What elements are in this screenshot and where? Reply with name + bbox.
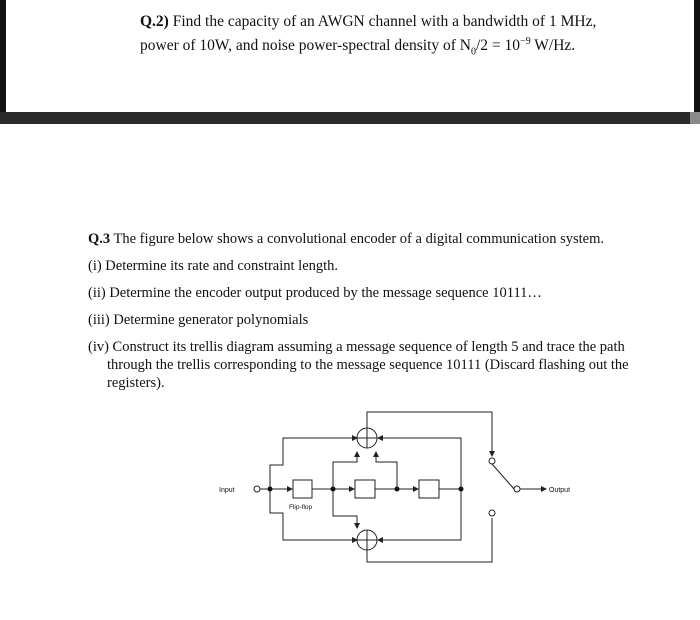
noise-subscript: 0	[471, 46, 476, 58]
top-adder-output-wire	[367, 412, 492, 456]
question-3-item-ii: (ii) Determine the encoder output produced by the message sequence 10111…	[88, 285, 542, 301]
junction-ff2	[395, 487, 400, 492]
question-2-label: Q.2)	[140, 13, 169, 30]
question-2-text-3: /2 = 10	[476, 37, 521, 55]
question-3-label: Q.3	[88, 231, 111, 247]
question-3-item-iii: (iii) Determine generator polynomials	[88, 312, 309, 328]
question-3-item-iv: (iv) Construct its trellis diagram assuming a message sequence of length 5 and trace the path through the trellis corresponding to the message sequence 10111 (Discard flashing out the registers).	[88, 339, 629, 391]
tap-1-bottom	[333, 489, 357, 528]
input-label: Input	[219, 487, 235, 494]
flip-flop-3	[419, 480, 439, 498]
junction-ff3	[459, 487, 464, 492]
input-terminal	[254, 486, 260, 492]
tap-1-top	[333, 452, 357, 489]
flip-flop-2	[355, 480, 375, 498]
question-2-text-2: power of 10W, and noise power-spectral density of N	[140, 37, 471, 55]
noise-exponent: −9	[520, 36, 531, 47]
flip-flop-1	[293, 480, 312, 498]
tap-input-bottom	[270, 489, 357, 540]
output-label: Output	[549, 487, 571, 494]
question-2-text-1: Find the capacity of an AWGN channel with a bandwidth of 1 MHz,	[172, 13, 597, 30]
tap-2-top	[376, 452, 397, 489]
tap-input-top	[270, 438, 357, 489]
question-3-intro-text: The figure below shows a convolutional encoder of a digital communication system.	[110, 231, 604, 247]
switch-contact-top	[489, 458, 495, 464]
junction-ff1	[331, 487, 336, 492]
output-terminal	[514, 486, 520, 492]
question-3-item-i: (i) Determine its rate and constraint length.	[88, 258, 339, 274]
question-2-text-4: W/Hz.	[530, 37, 576, 55]
switch-contact-bottom	[489, 510, 495, 516]
commutator-switch-arm	[492, 464, 514, 489]
junction-input	[268, 487, 273, 492]
flip-flop-label: Flip-flop	[289, 504, 313, 511]
